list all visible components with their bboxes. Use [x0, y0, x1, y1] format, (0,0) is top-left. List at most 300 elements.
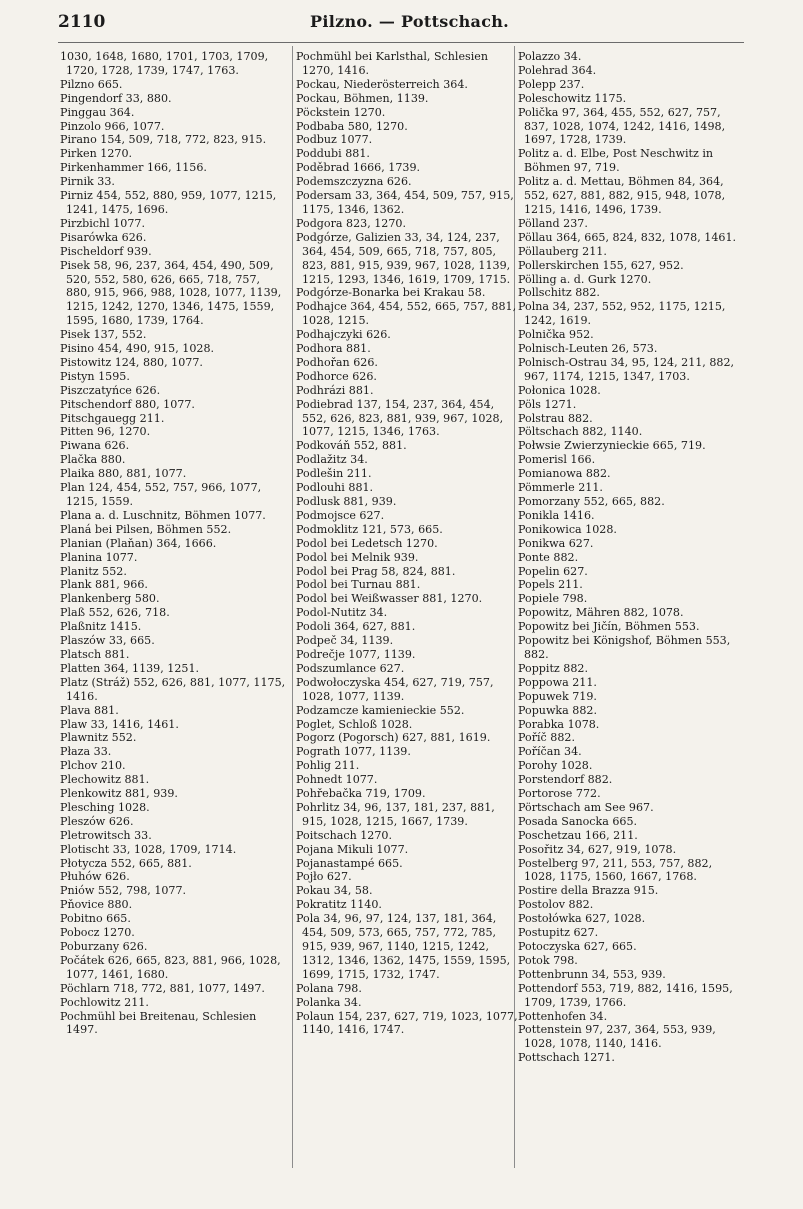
index-entry [60, 898, 286, 912]
index-entry-text: Portorose 772. [518, 787, 601, 801]
index-entry-text: Pisarówka 626. [60, 230, 147, 244]
index-entry-text: Poppitz 882. [518, 661, 588, 675]
index-entry-text: Popuwek 719. [518, 689, 597, 703]
index-entry-text: Pomianowa 882. [518, 467, 611, 481]
index-entry [518, 259, 740, 273]
index-entry [518, 676, 740, 690]
index-entry [60, 884, 286, 898]
index-entry-text: Pinzolo 966, 1077. [60, 119, 165, 133]
index-entry-text: Polepp 237. [518, 77, 585, 91]
index-entry-text: Plenkowitz 881, 939. [60, 787, 178, 801]
index-entry [60, 78, 286, 92]
index-entry-text: Pilzno 665. [60, 77, 123, 91]
index-entry [518, 425, 740, 439]
index-entry-text: Postolov 882. [518, 898, 594, 912]
index-entry-text: Podszumlance 627. [296, 661, 405, 675]
index-entry-text: Popuwka 882. [518, 703, 597, 717]
index-entry-text: Popowitz bei Königshof, Böhmen 553, 882. [518, 634, 731, 661]
index-entry [60, 648, 286, 662]
index-entry-text: Płuhów 626. [60, 870, 130, 884]
index-entry [296, 592, 522, 606]
index-entry-text: Popiele 798. [518, 592, 588, 606]
index-entry [60, 217, 286, 231]
index-entry [518, 439, 740, 453]
index-entry-text: Pohřebačka 719, 1709. [296, 787, 426, 801]
index-entry [60, 606, 286, 620]
index-entry [518, 1051, 740, 1065]
index-entry-text: Podersam 33, 364, 454, 509, 757, 915, 1175, 1346, 1362. [296, 189, 514, 216]
index-entry-text: Pochmühl bei Breitenau, Schlesien 1497. [60, 1009, 257, 1037]
index-entry-text: Pobitno 665. [60, 912, 131, 926]
index-entry-text: Postire della Brazza 915. [518, 884, 659, 898]
index-entry [60, 982, 286, 996]
index-entry-text: Podol bei Ledetsch 1270. [296, 536, 438, 550]
index-entry [60, 815, 286, 829]
index-entry [518, 912, 740, 926]
index-entry [60, 259, 286, 329]
index-entry [60, 509, 286, 523]
page-title: Pilzno. — Pottschach. [310, 12, 510, 31]
index-entry-text: Pletrowitsch 33. [60, 828, 152, 842]
index-entry-text: Plankenberg 580. [60, 592, 160, 606]
index-entry [518, 286, 740, 300]
index-entry [296, 745, 522, 759]
index-entry [60, 954, 286, 982]
index-entry-text: Podzamcze kamienieckie 552. [296, 703, 465, 717]
index-entry-text: Pitschgauegg 211. [60, 411, 165, 425]
index-entry [518, 398, 740, 412]
index-entry [518, 940, 740, 954]
index-entry [60, 120, 286, 134]
index-entry-text: Pleszów 626. [60, 814, 134, 828]
index-entry-text: Podhora 881. [296, 342, 371, 356]
index-entry [296, 634, 522, 648]
index-entry [60, 773, 286, 787]
index-entry [518, 453, 740, 467]
index-entry [60, 342, 286, 356]
index-entry [60, 704, 286, 718]
index-entry-text: 1030, 1648, 1680, 1701, 1703, 1709, 1720, 1728, 1739, 1747, 1763. [60, 50, 269, 77]
index-entry-text: Pola 34, 96, 97, 124, 137, 181, 364, 454, 509, 573, 665, 757, 772, 785, 915, 939, 967, 1140, 1215, 1242, 1312, 1346, 1362, 1475, 1559, 1595, 1699, 1715, 1732, 1747. [296, 912, 511, 981]
index-entry-text: Podol bei Turnau 881. [296, 578, 421, 592]
index-entry [296, 398, 522, 440]
index-entry [60, 537, 286, 551]
index-entry-text: Popelin 627. [518, 564, 588, 578]
page-header [0, 6, 803, 40]
index-entry [296, 384, 522, 398]
index-entry-text: Pirano 154, 509, 718, 772, 823, 915. [60, 133, 267, 147]
index-entry [518, 620, 740, 634]
index-entry-text: Podhorce 626. [296, 369, 377, 383]
index-entry [296, 773, 522, 787]
index-entry [60, 50, 286, 78]
index-entry-text: Połonica 1028. [518, 383, 601, 397]
column-divider [292, 46, 293, 1168]
index-entry [60, 620, 286, 634]
index-entry-text: Popowitz bei Jičín, Böhmen 553. [518, 620, 700, 634]
index-entry [518, 662, 740, 676]
index-entry [296, 870, 522, 884]
index-entry [296, 620, 522, 634]
index-entry [60, 161, 286, 175]
index-entry [296, 912, 522, 982]
index-entry [296, 898, 522, 912]
index-entry-text: Politz a. d. Elbe, Post Neschwitz in Böhmen 97, 719. [518, 147, 714, 175]
index-entry-text: Pölling a. d. Gurk 1270. [518, 272, 652, 286]
index-entry-text: Posada Sanocka 665. [518, 814, 638, 828]
index-entry [518, 537, 740, 551]
index-entry-text: Plank 881, 966. [60, 578, 148, 592]
index-entry-text: Pirken 1270. [60, 147, 133, 161]
index-entry-text: Pöckstein 1270. [296, 105, 386, 119]
index-entry [60, 439, 286, 453]
index-entry [296, 342, 522, 356]
index-entry-text: Podiebrad 137, 154, 237, 364, 454, 552, 626, 823, 881, 939, 967, 1028, 1077, 1215, 1346, 1763. [296, 397, 504, 439]
index-entry-text: Polaun 154, 237, 627, 719, 1023, 1077, 1140, 1416, 1747. [296, 1009, 518, 1037]
index-entry [60, 398, 286, 412]
index-entry-text: Podlusk 881, 939. [296, 495, 397, 508]
index-entry [60, 370, 286, 384]
index-entry [60, 912, 286, 926]
index-entry [296, 648, 522, 662]
index-entry-text: Podrečje 1077, 1139. [296, 647, 416, 661]
index-entry [518, 857, 740, 885]
index-entry [518, 801, 740, 815]
index-column-2 [296, 50, 522, 1037]
index-entry-text: Pölland 237. [518, 216, 588, 230]
index-entry [60, 996, 286, 1010]
index-entry [296, 509, 522, 523]
index-entry [296, 704, 522, 718]
index-entry-text: Podpeč 34, 1139. [296, 634, 394, 648]
index-entry-text: Pomerisl 166. [518, 453, 596, 467]
index-entry-text: Podhrázi 881. [296, 383, 374, 397]
index-entry [60, 801, 286, 815]
index-entry [518, 273, 740, 287]
index-entry [518, 231, 740, 245]
index-entry [296, 551, 522, 565]
index-entry [60, 940, 286, 954]
index-entry-text: Ponte 882. [518, 550, 579, 564]
index-entry [60, 412, 286, 426]
index-entry [518, 968, 740, 982]
index-entry-text: Posořitz 34, 627, 919, 1078. [518, 842, 677, 856]
index-entry-text: Pistyn 1595. [60, 369, 130, 383]
index-entry-text: Pollschitz 882. [518, 286, 600, 300]
index-entry [518, 1010, 740, 1024]
index-entry-text: Postelberg 97, 211, 553, 757, 882, 1028, 1175, 1560, 1667, 1768. [518, 856, 713, 884]
index-entry [518, 412, 740, 426]
index-entry [60, 926, 286, 940]
index-entry-text: Plawnitz 552. [60, 731, 137, 745]
index-entry-text: Platz (Stráž) 552, 626, 881, 1077, 1175, 1416. [60, 675, 286, 703]
index-entry-text: Plaszów 33, 665. [60, 634, 155, 648]
index-entry [60, 787, 286, 801]
index-entry-text: Potok 798. [518, 953, 578, 967]
index-entry-text: Pömmerle 211. [518, 481, 603, 495]
index-entry [518, 64, 740, 78]
index-entry-text: Platten 364, 1139, 1251. [60, 661, 200, 675]
index-entry-text: Pňovice 880. [60, 898, 133, 912]
index-entry [518, 773, 740, 787]
index-entry-text: Podhořan 626. [296, 355, 378, 369]
index-column-1 [60, 50, 286, 1037]
index-entry [518, 551, 740, 565]
index-entry [296, 537, 522, 551]
index-entry [518, 592, 740, 606]
index-entry-text: Pottschach 1271. [518, 1051, 615, 1065]
index-entry [60, 592, 286, 606]
index-entry [296, 50, 522, 78]
index-entry-text: Podol bei Melnik 939. [296, 550, 419, 564]
index-entry [296, 481, 522, 495]
index-entry-text: Podhajce 364, 454, 552, 665, 757, 881, 1028, 1215. [296, 300, 517, 328]
index-entry-text: Pöchlarn 718, 772, 881, 1077, 1497. [60, 981, 265, 995]
index-entry [518, 175, 740, 217]
index-entry-text: Pöltschach 882, 1140. [518, 425, 643, 439]
index-entry-text: Polnisch-Ostrau 34, 95, 124, 211, 882, 967, 1174, 1215, 1347, 1703. [518, 355, 735, 383]
index-entry [60, 551, 286, 565]
index-entry-text: Pobocz 1270. [60, 926, 135, 940]
index-entry-text: Pisek 137, 552. [60, 328, 147, 342]
index-entry-text: Poschetzau 166, 211. [518, 828, 638, 842]
index-entry-text: Potoczyska 627, 665. [518, 940, 637, 953]
index-entry-text: Postołówka 627, 1028. [518, 912, 646, 926]
index-entry-text: Podemszczyzna 626. [296, 175, 412, 189]
index-entry-text: Poddubi 881. [296, 147, 370, 161]
index-entry-text: Polstrau 882. [518, 411, 593, 425]
index-entry-text: Plan 124, 454, 552, 757, 966, 1077, 1215, 1559. [60, 481, 262, 508]
index-entry [60, 745, 286, 759]
index-entry-text: Ponikowica 1028. [518, 522, 617, 536]
index-entry-text: Pochmühl bei Karlsthal, Schlesien 1270, 1416. [296, 50, 488, 77]
index-entry [60, 523, 286, 537]
index-entry [296, 231, 522, 287]
index-entry [60, 578, 286, 592]
index-entry [518, 106, 740, 148]
index-entry [296, 884, 522, 898]
index-entry [296, 453, 522, 467]
index-entry [518, 217, 740, 231]
index-entry [518, 509, 740, 523]
index-entry-text: Pohnedt 1077. [296, 773, 378, 787]
index-entry-text: Plaw 33, 1416, 1461. [60, 717, 179, 731]
index-entry-text: Porabka 1078. [518, 717, 600, 731]
index-entry [518, 759, 740, 773]
index-entry-text: Pitschendorf 880, 1077. [60, 397, 195, 411]
index-entry-text: Ponikwa 627. [518, 536, 594, 550]
index-entry [296, 370, 522, 384]
index-entry [518, 606, 740, 620]
header-rule [58, 42, 744, 43]
index-entry-text: Pirkenhammer 166, 1156. [60, 161, 207, 175]
index-entry [60, 133, 286, 147]
index-entry [60, 843, 286, 857]
index-entry [518, 731, 740, 745]
index-entry [296, 439, 522, 453]
index-entry [518, 384, 740, 398]
index-entry-text: Podlažitz 34. [296, 453, 368, 467]
index-entry-text: Poděbrad 1666, 1739. [296, 161, 421, 175]
index-entry [60, 829, 286, 843]
index-entry [518, 634, 740, 662]
index-entry [60, 92, 286, 106]
index-entry [518, 843, 740, 857]
index-entry-text: Podoli 364, 627, 881. [296, 620, 416, 634]
index-entry [296, 467, 522, 481]
index-entry [60, 106, 286, 120]
index-entry-text: Piwana 626. [60, 439, 130, 453]
index-entry-text: Płotycza 552, 665, 881. [60, 856, 192, 870]
index-entry [60, 231, 286, 245]
index-entry-text: Plechowitz 881. [60, 773, 150, 787]
index-entry-text: Počátek 626, 665, 823, 881, 966, 1028, 1077, 1461, 1680. [60, 953, 281, 981]
index-entry-text: Ponikla 1416. [518, 508, 595, 522]
index-entry-text: Platsch 881. [60, 647, 130, 661]
index-entry [296, 1010, 522, 1038]
index-entry [296, 175, 522, 189]
index-entry [60, 425, 286, 439]
index-entry [296, 523, 522, 537]
index-entry-text: Porstendorf 882. [518, 773, 613, 787]
index-entry [60, 467, 286, 481]
index-column-3 [518, 50, 740, 1065]
index-entry-text: Pingendorf 33, 880. [60, 91, 172, 105]
index-entry [296, 356, 522, 370]
index-entry-text: Poříč 882. [518, 731, 575, 745]
index-entry-text: Piszczatyńce 626. [60, 383, 161, 397]
index-entry [296, 578, 522, 592]
index-entry-text: Pojanastampé 665. [296, 856, 403, 870]
index-entry [60, 245, 286, 259]
index-entry-text: Pniów 552, 798, 1077. [60, 884, 187, 898]
index-entry [60, 662, 286, 676]
index-entry [60, 718, 286, 732]
index-entry-text: Podgórze-Bonarka bei Krakau 58. [296, 286, 486, 300]
index-entry-text: Porohy 1028. [518, 759, 593, 773]
index-entry [296, 787, 522, 801]
index-entry [60, 356, 286, 370]
index-entry-text: Polazzo 34. [518, 50, 582, 63]
index-entry-text: Pitten 96, 1270. [60, 425, 151, 439]
index-entry [296, 92, 522, 106]
index-entry-text: Podbaba 580, 1270. [296, 119, 408, 133]
index-entry [518, 300, 740, 328]
index-entry-text: Pokratitz 1140. [296, 898, 382, 912]
index-entry-text: Pottendorf 553, 719, 882, 1416, 1595, 1709, 1739, 1766. [518, 981, 733, 1009]
index-entry-text: Poglet, Schloß 1028. [296, 717, 413, 731]
index-entry-text: Pollerskirchen 155, 627, 952. [518, 258, 684, 272]
index-entry-text: Pirzbichl 1077. [60, 216, 146, 230]
index-entry [60, 731, 286, 745]
index-entry [296, 759, 522, 773]
index-entry-text: Pohrlitz 34, 96, 137, 181, 237, 881, 915, 1028, 1215, 1667, 1739. [296, 800, 495, 828]
index-entry-text: Plačka 880. [60, 453, 126, 467]
index-entry [296, 731, 522, 745]
index-entry [296, 829, 522, 843]
index-entry [296, 982, 522, 996]
index-entry [518, 1023, 740, 1051]
index-entry-text: Polehrad 364. [518, 63, 597, 77]
index-entry-text: Pöllau 364, 665, 824, 832, 1078, 1461. [518, 230, 737, 244]
index-entry-text: Polička 97, 364, 455, 552, 627, 757, 837, 1028, 1074, 1242, 1416, 1498, 1697, 1728, 1739. [518, 105, 726, 147]
index-entry [518, 898, 740, 912]
index-entry-text: Pockau, Niederösterreich 364. [296, 77, 468, 91]
index-entry [296, 718, 522, 732]
index-entry-text: Pockau, Böhmen, 1139. [296, 91, 429, 105]
index-entry-text: Podmojsce 627. [296, 508, 385, 522]
index-entry [518, 356, 740, 384]
index-entry [296, 78, 522, 92]
index-entry [296, 843, 522, 857]
index-entry-text: Pottenbrunn 34, 553, 939. [518, 967, 666, 981]
index-entry [296, 328, 522, 342]
index-entry [60, 857, 286, 871]
index-entry [296, 565, 522, 579]
index-entry-text: Połwsie Zwierzynieckie 665, 719. [518, 439, 706, 453]
index-entry-text: Pischeldorf 939. [60, 244, 152, 258]
index-entry-text: Plaß 552, 626, 718. [60, 606, 170, 620]
index-entry-text: Polnisch-Leuten 26, 573. [518, 342, 658, 356]
index-entry [296, 161, 522, 175]
index-entry-text: Poleschowitz 1175. [518, 91, 627, 105]
index-entry-text: Podhajczyki 626. [296, 328, 391, 342]
index-entry-text: Polanka 34. [296, 995, 362, 1009]
index-entry-text: Poppowa 211. [518, 675, 597, 689]
index-entry-text: Planina 1077. [60, 550, 138, 564]
index-entry-text: Podlouhi 881. [296, 481, 374, 495]
index-entry-text: Pistowitz 124, 880, 1077. [60, 355, 203, 369]
index-entry [296, 147, 522, 161]
index-entry [296, 189, 522, 217]
index-entry [518, 245, 740, 259]
index-entry [518, 704, 740, 718]
index-entry [296, 286, 522, 300]
index-entry-text: Podwołoczyska 454, 627, 719, 757, 1028, 1077, 1139. [296, 675, 494, 703]
index-entry [60, 147, 286, 161]
index-entry-text: Polana 798. [296, 981, 362, 995]
index-entry-text: Pojło 627. [296, 870, 352, 884]
index-entry [60, 384, 286, 398]
index-entry [518, 495, 740, 509]
index-entry [296, 606, 522, 620]
index-entry-text: Popels 211. [518, 578, 583, 592]
index-entry [60, 676, 286, 704]
index-entry-text: Pottenstein 97, 237, 364, 553, 939, 1028, 1078, 1140, 1416. [518, 1023, 716, 1051]
index-entry [296, 801, 522, 829]
index-entry-text: Polna 34, 237, 552, 952, 1175, 1215, 1242, 1619. [518, 300, 726, 328]
index-entry [518, 481, 740, 495]
index-entry [518, 523, 740, 537]
index-entry-text: Politz a. d. Mettau, Böhmen 84, 364, 552, 627, 881, 882, 915, 948, 1078, 1215, 1416, 1496, 1739. [518, 175, 726, 216]
index-entry-text: Pomorzany 552, 665, 882. [518, 495, 665, 508]
index-entry-text: Podgora 823, 1270. [296, 216, 407, 230]
index-entry [296, 996, 522, 1010]
index-entry [518, 92, 740, 106]
index-entry-text: Plaßnitz 1415. [60, 620, 142, 634]
index-entry [296, 120, 522, 134]
index-entry-text: Plesching 1028. [60, 800, 150, 814]
index-entry-text: Postupitz 627. [518, 926, 599, 940]
index-entry-text: Podbuz 1077. [296, 133, 373, 147]
index-entry-text: Podmoklitz 121, 573, 665. [296, 522, 443, 536]
index-entry [518, 565, 740, 579]
index-entry [518, 718, 740, 732]
index-entry [518, 954, 740, 968]
index-entry-text: Plana a. d. Luschnitz, Böhmen 1077. [60, 508, 266, 522]
index-entry [518, 328, 740, 342]
index-entry [518, 342, 740, 356]
